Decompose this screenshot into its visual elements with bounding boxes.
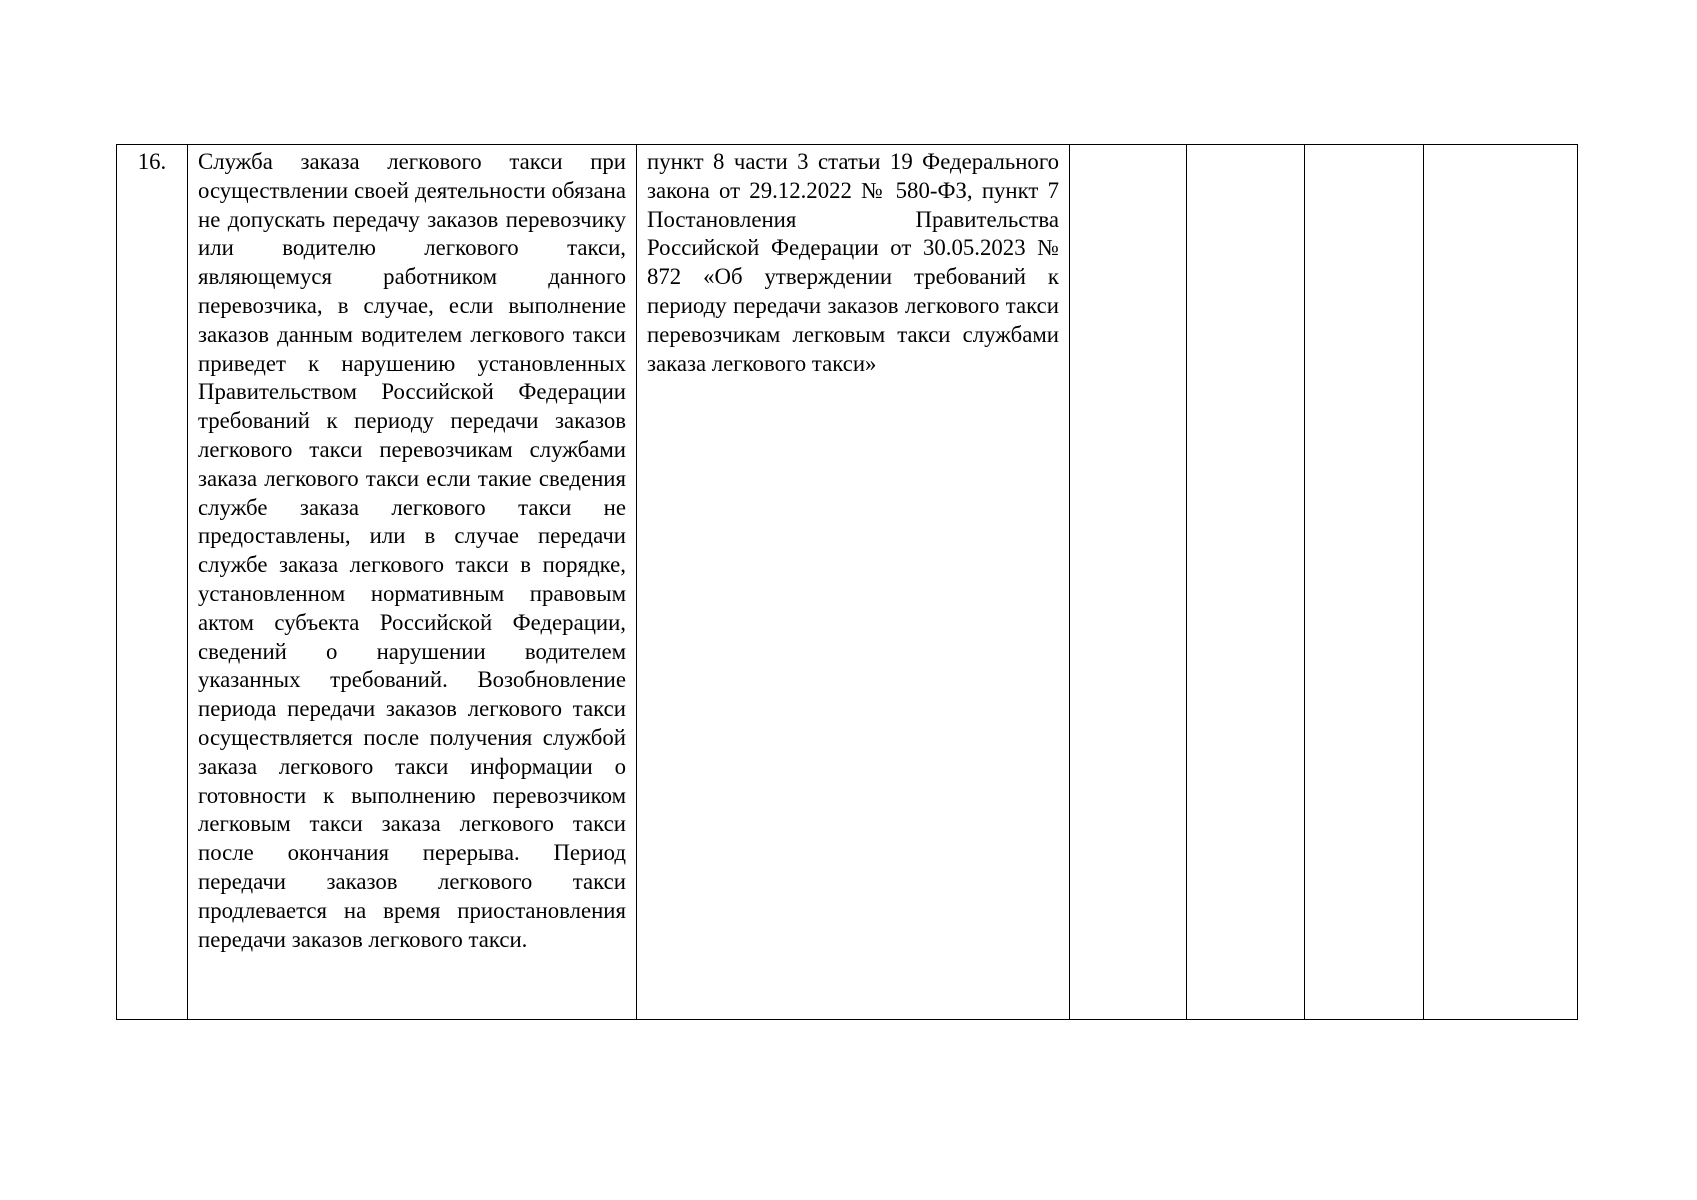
empty-cell-4: [1070, 145, 1187, 1020]
legal-basis-cell: [637, 145, 1070, 1020]
empty-cell-6: [1305, 145, 1424, 1020]
empty-cell-7: [1424, 145, 1578, 1020]
requirement-cell: [188, 145, 637, 1020]
requirements-table: [116, 144, 1578, 1020]
legal-basis-text: пункт 8 части 3 статьи 19 Федерального закона от 29.12.2022 № 580-ФЗ, пункт 7 Постановления Правительства Российской Федерации от 30.05.2023 № 872 «Об утверждении требований к периоду передачи заказов легкового такси перевозчикам легковым такси службами заказа легкового такси»: [647, 149, 1059, 376]
table-row: [117, 145, 1578, 1020]
empty-cell-5: [1187, 145, 1305, 1020]
row-number: 16.: [137, 149, 167, 174]
requirement-text: Служба заказа легкового такси при осуществлении своей деятельности обязана не допускать передачу заказов перевозчику или водителю легкового такси, являющемуся работником данного перевозчика, в случае, если выполнение заказов данным водителем легкового такси приведет к нарушению установленных Правительством Российской Федерации требований к периоду передачи заказов легкового такси перевозчикам службами заказа легкового такси если такие сведения службе заказа легкового такси не предоставлены, или в случае передачи службе заказа легкового такси в порядке, установленном нормативным правовым актом субъекта Российской Федерации, сведений о нарушении водителем указанных требований. Возобновление периода передачи заказов легкового такси осуществляется после получения службой заказа легкового такси информации о готовности к выполнению перевозчиком легковым такси заказа легкового такси после окончания перерыва. Период передачи заказов легкового такси продлевается на время приостановления передачи заказов легкового такси.: [198, 149, 626, 952]
row-number-cell: [117, 145, 188, 1020]
